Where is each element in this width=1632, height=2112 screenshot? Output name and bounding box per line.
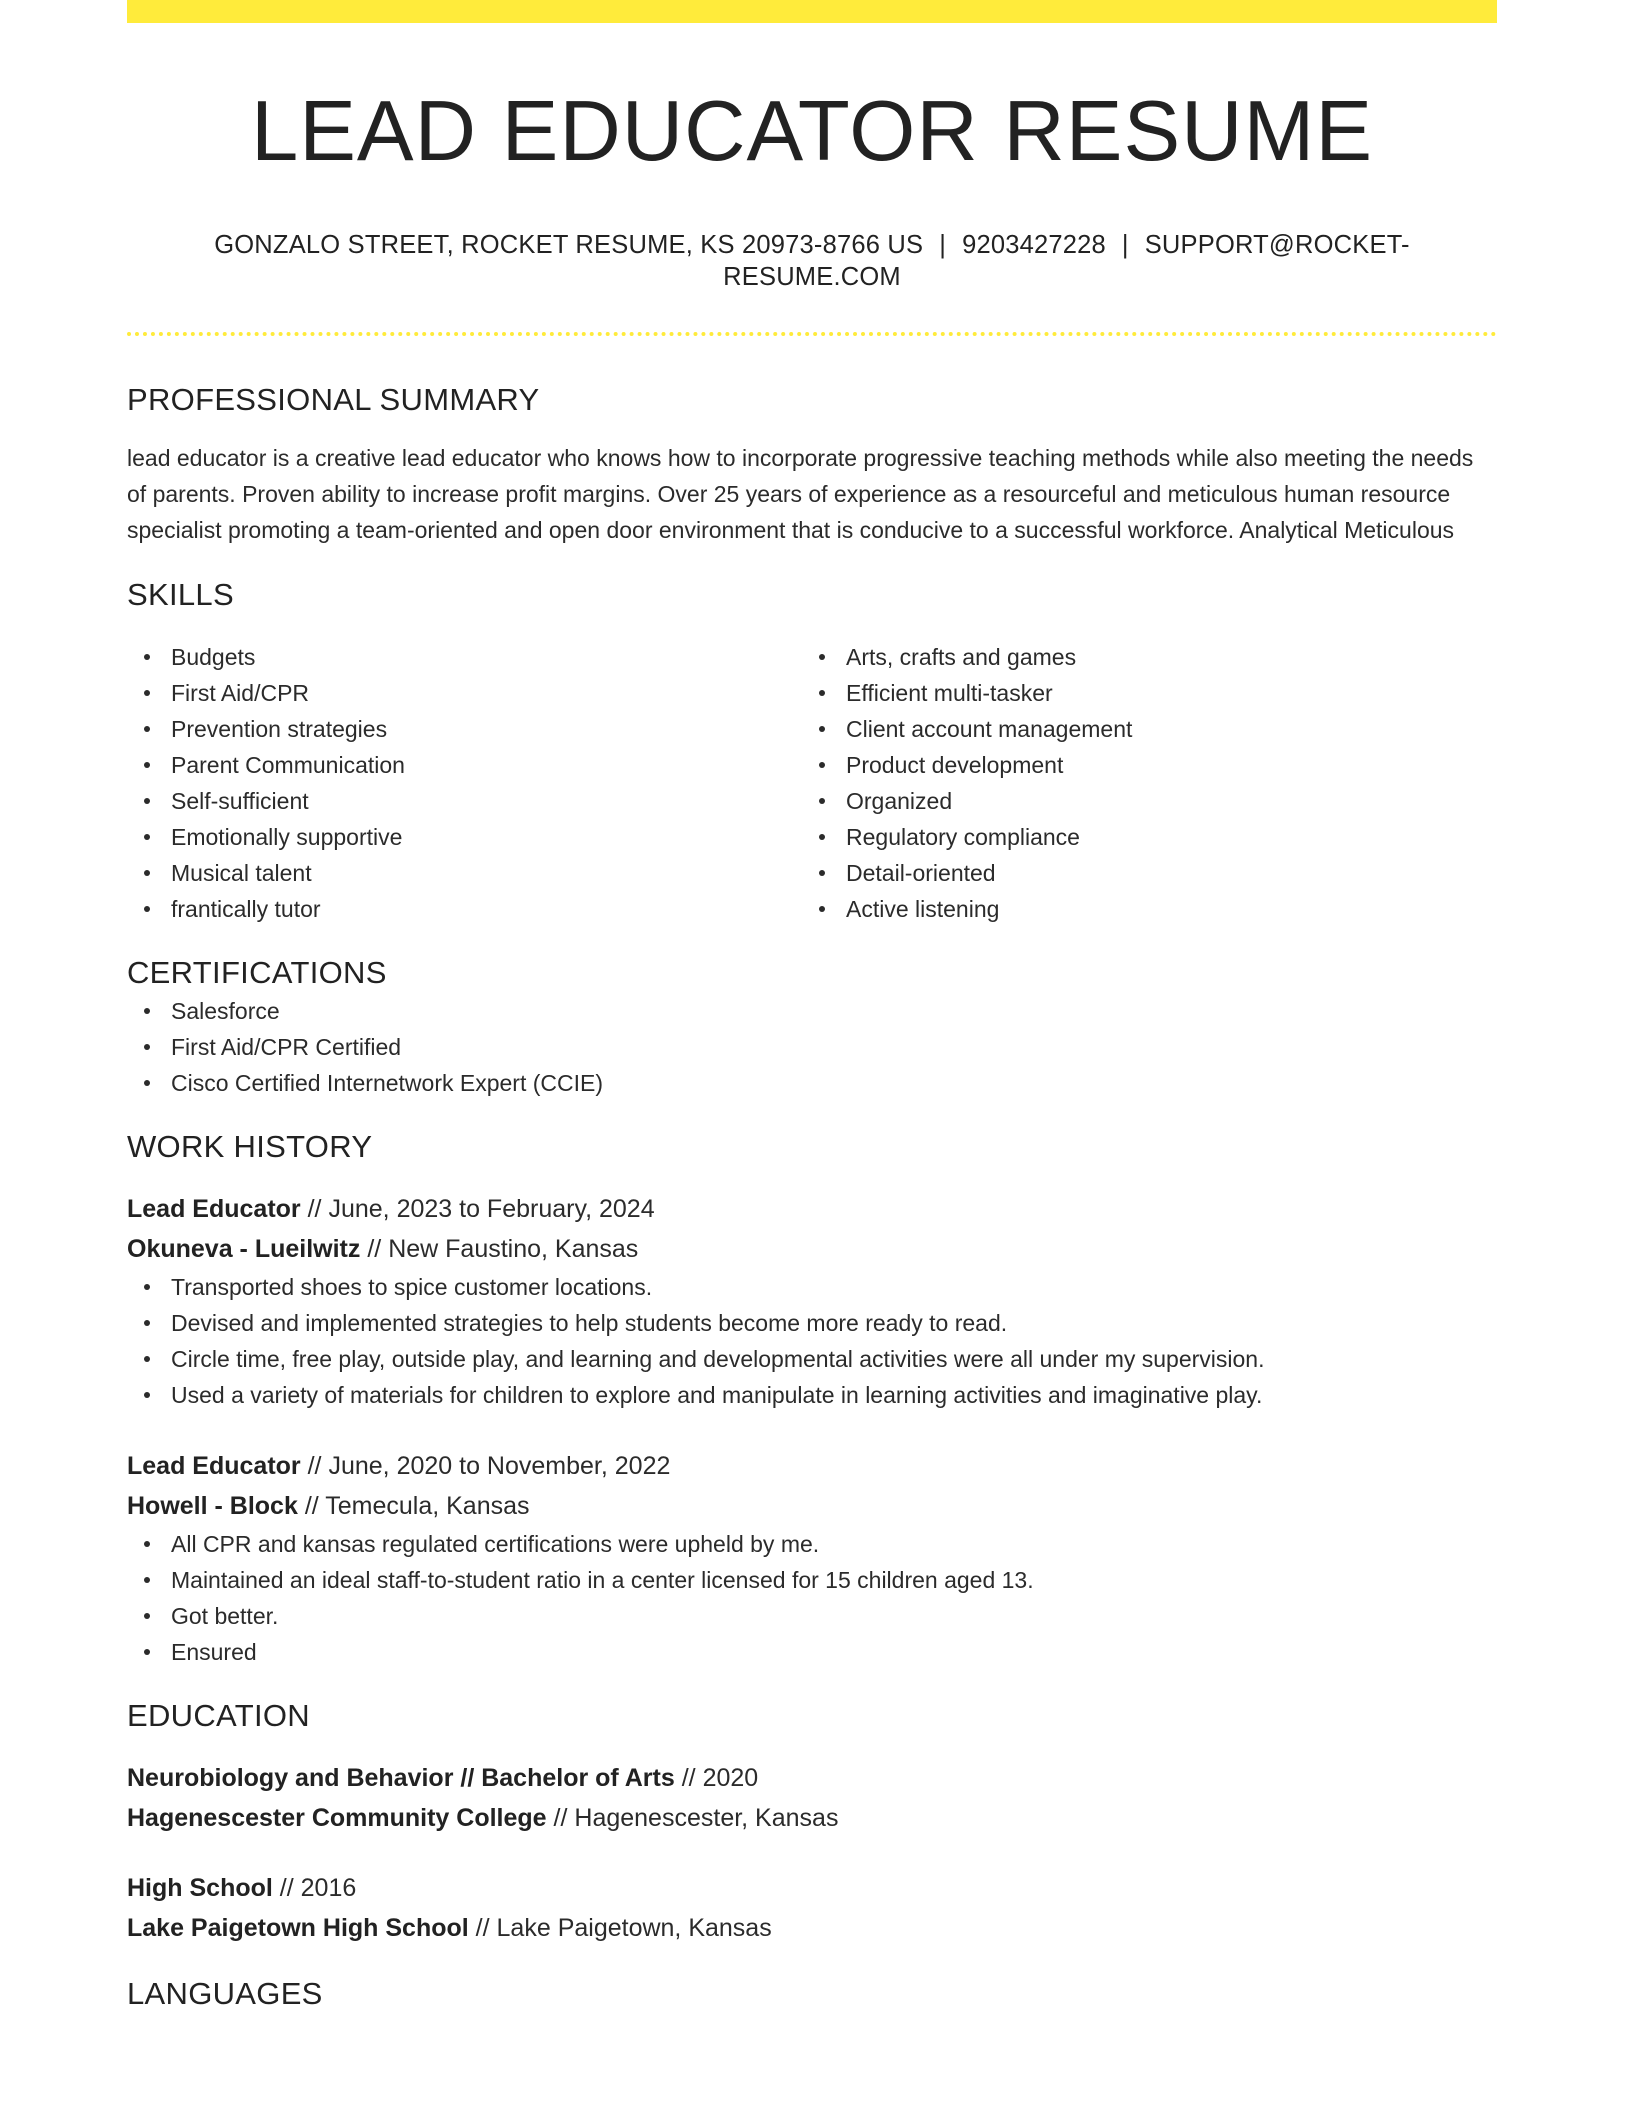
dotted-divider [127,332,1497,336]
education-heading: EDUCATION [127,1698,310,1733]
separator: // [553,1804,568,1832]
certification-item: First Aid/CPR Certified [127,1029,1497,1065]
certification-item: Cisco Certified Internetwork Expert (CCIE) [127,1065,1497,1101]
skill-item: Parent Communication [127,747,802,783]
school-name: Lake Paigetown High School [127,1914,469,1942]
graduation-year: 2016 [300,1874,357,1902]
education-school-line [127,1798,1497,1838]
skill-item: Regulatory compliance [802,819,1477,855]
company-name: Okuneva - Lueilwitz [127,1235,361,1263]
skill-item: Arts, crafts and games [802,639,1477,675]
job-duty: Transported shoes to spice customer locations. [127,1269,1497,1305]
skill-item: Musical talent [127,855,802,891]
job-duty: All CPR and kansas regulated certifications were upheld by me. [127,1526,1497,1562]
job-location: Temecula, Kansas [325,1492,530,1520]
skill-item: Client account management [802,711,1477,747]
job-duty: Got better. [127,1598,1497,1634]
separator: // [279,1874,294,1902]
skill-item: Efficient multi-tasker [802,675,1477,711]
job-duties-list [127,1269,1497,1413]
skill-item: Active listening [802,891,1477,927]
separator: // [307,1452,322,1480]
separator: // [475,1914,490,1942]
graduation-year: 2020 [702,1764,759,1792]
school-name: Hagenescester Community College [127,1804,547,1832]
job-dates: June, 2023 to February, 2024 [328,1195,655,1223]
summary-heading: PROFESSIONAL SUMMARY [127,382,540,417]
skills-list-right [802,639,1477,927]
skills-grid [127,639,1497,927]
degree: Neurobiology and Behavior // Bachelor of Arts [127,1764,675,1792]
job-duty: Circle time, free play, outside play, and learning and developmental activities were all under my supervision. [127,1341,1497,1377]
degree: High School [127,1874,273,1902]
education-degree-line [127,1868,1497,1908]
skill-item: Emotionally supportive [127,819,802,855]
job-duties-list [127,1526,1497,1670]
job-title: Lead Educator [127,1452,301,1480]
certifications-heading: CERTIFICATIONS [127,955,387,990]
certification-item: Salesforce [127,993,1497,1029]
skill-item: First Aid/CPR [127,675,802,711]
job-title: Lead Educator [127,1195,301,1223]
skill-item: Budgets [127,639,802,675]
skill-item: Prevention strategies [127,711,802,747]
separator: // [367,1235,382,1263]
job-duty: Maintained an ideal staff-to-student ratio in a center licensed for 15 children aged 13. [127,1562,1497,1598]
accent-bar [127,0,1497,23]
skill-item: frantically tutor [127,891,802,927]
skill-item: Organized [802,783,1477,819]
resume-title: LEAD EDUCATOR RESUME [250,84,1374,179]
work-history-heading: WORK HISTORY [127,1129,373,1164]
company-name: Howell - Block [127,1492,298,1520]
school-location: Lake Paigetown, Kansas [496,1914,772,1942]
skill-item: Product development [802,747,1477,783]
job-location: New Faustino, Kansas [388,1235,639,1263]
address: GONZALO STREET, ROCKET RESUME, KS 20973-8766 US [214,231,924,259]
separator: // [307,1195,322,1223]
resume-page [127,0,1497,2014]
summary-text: lead educator is a creative lead educator who knows how to incorporate progressive teaching methods while also meeting the needs of parents. Proven ability to increase profit margins. Over 25 years of experience as a resourceful and meticulous human resource specialist promoting a team-oriented and open door environment that is conducive to a successful workforce. Analytical Meticulous [127,445,1474,543]
separator: // [304,1492,319,1520]
languages-heading: LANGUAGES [127,1976,323,2011]
job-duty: Used a variety of materials for children to explore and manipulate in learning activities and imaginative play. [127,1377,1497,1413]
job-company-line [127,1486,1497,1526]
separator: // [681,1764,696,1792]
education-degree-line [127,1758,1497,1798]
certifications-list [127,993,1497,1101]
contact-line [127,229,1497,293]
school-location: Hagenescester, Kansas [574,1804,839,1832]
phone-number: 9203427228 [962,231,1106,259]
skill-item: Self-sufficient [127,783,802,819]
job-title-line [127,1446,1497,1486]
contact-separator: | [939,231,947,259]
email-address: SUPPORT@ROCKET-RESUME.COM [723,231,1410,291]
contact-separator: | [1121,231,1129,259]
education-school-line [127,1908,1497,1948]
job-company-line [127,1229,1497,1269]
skill-item: Detail-oriented [802,855,1477,891]
job-title-line [127,1189,1497,1229]
job-dates: June, 2020 to November, 2022 [328,1452,671,1480]
job-duty: Ensured [127,1634,1497,1670]
skills-list-left [127,639,802,927]
skills-heading: SKILLS [127,577,234,612]
job-duty: Devised and implemented strategies to help students become more ready to read. [127,1305,1497,1341]
